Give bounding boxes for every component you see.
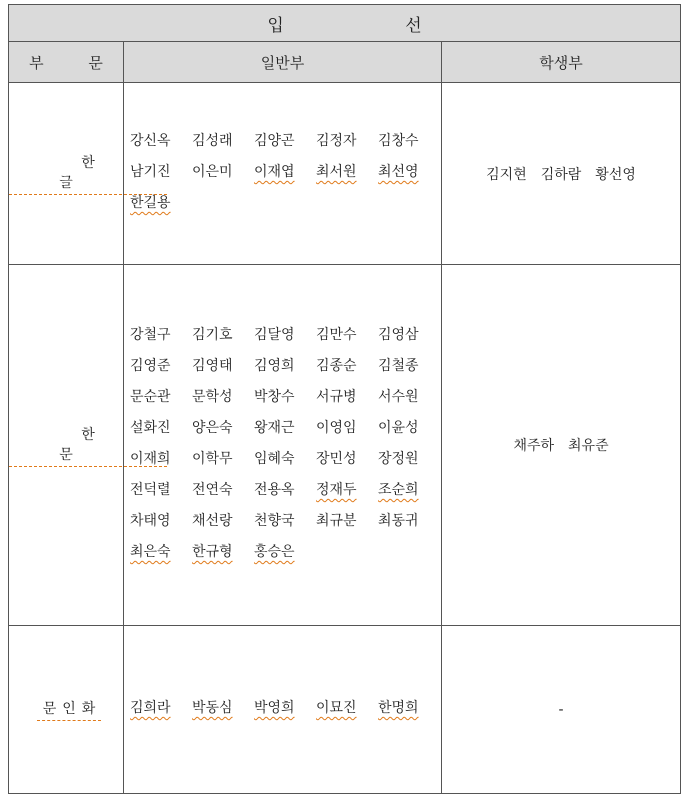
winner-name: 한규형 bbox=[192, 544, 233, 560]
general-names-cell bbox=[124, 265, 442, 626]
winner-name: 장정원 bbox=[378, 451, 419, 467]
name-line bbox=[130, 189, 441, 220]
winner-name: 김창수 bbox=[378, 133, 419, 149]
table-row-munin bbox=[9, 626, 681, 794]
student-names-cell bbox=[442, 626, 681, 794]
name-line bbox=[130, 476, 441, 507]
winner-name: 박창수 bbox=[254, 389, 295, 405]
winner-name: 김영삼 bbox=[378, 327, 419, 343]
header-section: 부 문 bbox=[9, 42, 124, 83]
winner-name: 김영태 bbox=[192, 358, 233, 374]
winner-name: 전덕렬 bbox=[130, 482, 171, 498]
winner-name: 최선영 bbox=[378, 164, 419, 180]
winner-name: 이묘진 bbox=[316, 700, 357, 716]
name-line bbox=[130, 352, 441, 383]
header-student: 학생부 bbox=[442, 42, 681, 83]
winner-name: 차태영 bbox=[130, 513, 171, 529]
winner-name: 김양곤 bbox=[254, 133, 295, 149]
winner-name: 김영준 bbox=[130, 358, 171, 374]
winner-name: 천향국 bbox=[254, 513, 295, 529]
winner-name: 이재엽 bbox=[254, 164, 295, 180]
winner-name: 문순관 bbox=[130, 389, 171, 405]
winner-name: 김희라 bbox=[130, 700, 171, 716]
winner-name: 왕재근 bbox=[254, 420, 295, 436]
winner-name: 최동귀 bbox=[378, 513, 419, 529]
winner-name: 박동심 bbox=[192, 700, 233, 716]
winner-name: 이영임 bbox=[316, 420, 357, 436]
winner-name: 한길용 bbox=[130, 195, 171, 211]
student-name: 김지현 bbox=[486, 166, 527, 183]
award-table-sheet bbox=[8, 4, 680, 794]
winner-name: 김만수 bbox=[316, 327, 357, 343]
table-row-hangeul bbox=[9, 83, 681, 265]
winner-name: 임혜숙 bbox=[254, 451, 295, 467]
name-line bbox=[130, 158, 441, 189]
student-names-cell bbox=[442, 83, 681, 265]
category-cell bbox=[9, 626, 124, 794]
winner-name: 양은숙 bbox=[192, 420, 233, 436]
name-line bbox=[130, 321, 441, 352]
name-line bbox=[130, 445, 441, 476]
winner-name: 전연숙 bbox=[192, 482, 233, 498]
winner-name: 이은미 bbox=[192, 164, 233, 180]
winner-name: 강신옥 bbox=[130, 133, 171, 149]
winner-name: 최은숙 bbox=[130, 544, 171, 560]
name-line bbox=[130, 538, 441, 569]
category-cell bbox=[9, 83, 139, 265]
table-title: 입 선 bbox=[9, 5, 681, 42]
student-name: - bbox=[558, 701, 564, 718]
winner-name: 채선랑 bbox=[192, 513, 233, 529]
winner-name: 김종순 bbox=[316, 358, 357, 374]
winner-name: 최규분 bbox=[316, 513, 357, 529]
winner-name: 김철종 bbox=[378, 358, 419, 374]
category-label: 한 글 bbox=[9, 152, 167, 195]
header-row bbox=[9, 42, 681, 83]
award-table bbox=[8, 4, 681, 794]
winner-name: 문학성 bbox=[192, 389, 233, 405]
winner-name: 김영희 bbox=[254, 358, 295, 374]
winner-name: 김성래 bbox=[192, 133, 233, 149]
student-name-group bbox=[479, 167, 643, 183]
table-row-hanmun bbox=[9, 265, 681, 626]
winner-name: 이학무 bbox=[192, 451, 233, 467]
student-name: 황선영 bbox=[595, 166, 636, 183]
winner-name: 김기호 bbox=[192, 327, 233, 343]
title-row bbox=[9, 5, 681, 42]
name-line bbox=[130, 383, 441, 414]
category-label: 한 문 bbox=[9, 424, 167, 467]
winner-name: 전용옥 bbox=[254, 482, 295, 498]
name-line bbox=[130, 694, 441, 725]
winner-name: 서규병 bbox=[316, 389, 357, 405]
student-name: 채주하 bbox=[513, 438, 555, 454]
winner-name: 남기진 bbox=[130, 164, 171, 180]
winner-name: 홍승은 bbox=[254, 544, 295, 560]
name-line bbox=[130, 507, 441, 538]
winner-name: 서수원 bbox=[378, 389, 419, 405]
winner-name: 조순희 bbox=[378, 482, 419, 498]
general-names-cell bbox=[124, 626, 442, 794]
winner-name: 이재희 bbox=[130, 451, 171, 467]
header-general: 일반부 bbox=[124, 42, 442, 83]
winner-name: 이윤성 bbox=[378, 420, 419, 436]
winner-name: 김달영 bbox=[254, 327, 295, 343]
winner-name: 정재두 bbox=[316, 482, 357, 498]
category-cell bbox=[9, 265, 139, 626]
student-name-group bbox=[506, 438, 615, 454]
student-name: 김하람 bbox=[540, 166, 582, 183]
winner-name: 박영희 bbox=[254, 700, 295, 716]
category-label: 문인화 bbox=[37, 698, 102, 721]
winner-name: 설화진 bbox=[130, 420, 171, 436]
general-names-cell bbox=[124, 83, 442, 265]
winner-name: 최서원 bbox=[316, 164, 357, 180]
winner-name: 장민성 bbox=[316, 451, 357, 467]
winner-name: 김정자 bbox=[316, 133, 357, 149]
student-name: 최유준 bbox=[568, 438, 609, 454]
winner-name: 강철구 bbox=[130, 327, 171, 343]
winner-name: 한명희 bbox=[378, 700, 419, 716]
name-line bbox=[130, 127, 441, 158]
student-names-cell bbox=[442, 265, 681, 626]
name-line bbox=[130, 414, 441, 445]
